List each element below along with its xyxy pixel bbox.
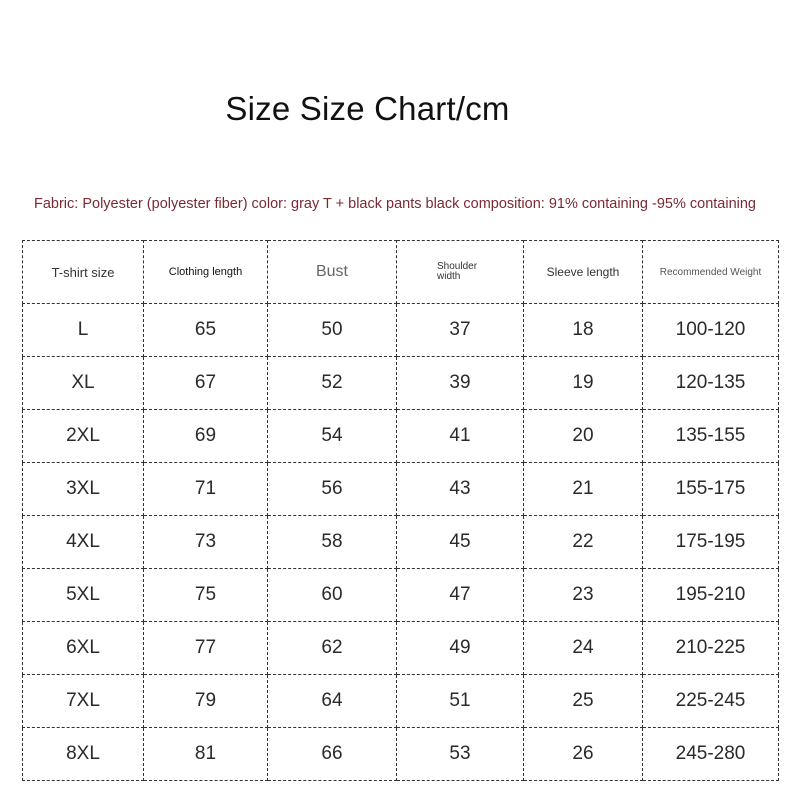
- cell-clothing-length: 77: [144, 622, 268, 675]
- cell-recommended-weight: 155-175: [643, 463, 779, 516]
- table-row: [23, 357, 779, 410]
- cell-sleeve-length: 19: [524, 357, 643, 410]
- cell-size: 7XL: [23, 675, 144, 728]
- header-shoulder-width-line2: width: [437, 271, 461, 282]
- cell-clothing-length: 71: [144, 463, 268, 516]
- cell-size: 5XL: [23, 569, 144, 622]
- table-row: [23, 410, 779, 463]
- cell-shoulder-width: 39: [397, 357, 524, 410]
- table-row: [23, 569, 779, 622]
- cell-shoulder-width: 49: [397, 622, 524, 675]
- cell-clothing-length: 79: [144, 675, 268, 728]
- table-row: [23, 728, 779, 781]
- cell-bust: 52: [268, 357, 397, 410]
- cell-recommended-weight: 120-135: [643, 357, 779, 410]
- cell-sleeve-length: 18: [524, 304, 643, 357]
- header-clothing-length: Clothing length: [144, 241, 268, 304]
- table-row: [23, 622, 779, 675]
- cell-bust: 64: [268, 675, 397, 728]
- cell-sleeve-length: 25: [524, 675, 643, 728]
- cell-shoulder-width: 37: [397, 304, 524, 357]
- cell-clothing-length: 81: [144, 728, 268, 781]
- cell-clothing-length: 73: [144, 516, 268, 569]
- cell-bust: 58: [268, 516, 397, 569]
- table-row: [23, 675, 779, 728]
- header-recommended-weight: Recommended Weight: [643, 241, 779, 304]
- cell-bust: 54: [268, 410, 397, 463]
- cell-shoulder-width: 51: [397, 675, 524, 728]
- cell-shoulder-width: 43: [397, 463, 524, 516]
- page-title: Size Size Chart/cm: [225, 90, 510, 127]
- cell-sleeve-length: 26: [524, 728, 643, 781]
- table-row: [23, 304, 779, 357]
- cell-recommended-weight: 245-280: [643, 728, 779, 781]
- cell-clothing-length: 69: [144, 410, 268, 463]
- cell-bust: 66: [268, 728, 397, 781]
- table-header-row: [23, 241, 779, 304]
- cell-bust: 60: [268, 569, 397, 622]
- cell-sleeve-length: 21: [524, 463, 643, 516]
- cell-size: 2XL: [23, 410, 144, 463]
- cell-recommended-weight: 100-120: [643, 304, 779, 357]
- cell-shoulder-width: 47: [397, 569, 524, 622]
- cell-bust: 62: [268, 622, 397, 675]
- cell-size: L: [23, 304, 144, 357]
- table-body: [23, 304, 779, 781]
- cell-clothing-length: 67: [144, 357, 268, 410]
- header-shoulder-width-line1: Shoulder: [437, 261, 478, 272]
- header-size: T-shirt size: [23, 241, 144, 304]
- cell-bust: 50: [268, 304, 397, 357]
- cell-clothing-length: 65: [144, 304, 268, 357]
- cell-recommended-weight: 135-155: [643, 410, 779, 463]
- cell-shoulder-width: 41: [397, 410, 524, 463]
- size-chart-table: [22, 240, 779, 781]
- cell-shoulder-width: 45: [397, 516, 524, 569]
- cell-sleeve-length: 20: [524, 410, 643, 463]
- cell-clothing-length: 75: [144, 569, 268, 622]
- cell-size: XL: [23, 357, 144, 410]
- cell-recommended-weight: 225-245: [643, 675, 779, 728]
- cell-size: 3XL: [23, 463, 144, 516]
- header-bust: Bust: [268, 241, 397, 304]
- cell-recommended-weight: 175-195: [643, 516, 779, 569]
- fabric-note: Fabric: Polyester (polyester fiber) color: gray T + black pants black composition: 91% containing -95% containing: [33, 196, 756, 212]
- cell-sleeve-length: 23: [524, 569, 643, 622]
- cell-shoulder-width: 53: [397, 728, 524, 781]
- cell-size: 6XL: [23, 622, 144, 675]
- table-row: [23, 463, 779, 516]
- cell-recommended-weight: 195-210: [643, 569, 779, 622]
- cell-sleeve-length: 22: [524, 516, 643, 569]
- cell-size: 8XL: [23, 728, 144, 781]
- header-shoulder-width: [397, 241, 524, 304]
- cell-recommended-weight: 210-225: [643, 622, 779, 675]
- table-row: [23, 516, 779, 569]
- cell-sleeve-length: 24: [524, 622, 643, 675]
- cell-size: 4XL: [23, 516, 144, 569]
- cell-bust: 56: [268, 463, 397, 516]
- header-sleeve-length: Sleeve length: [524, 241, 643, 304]
